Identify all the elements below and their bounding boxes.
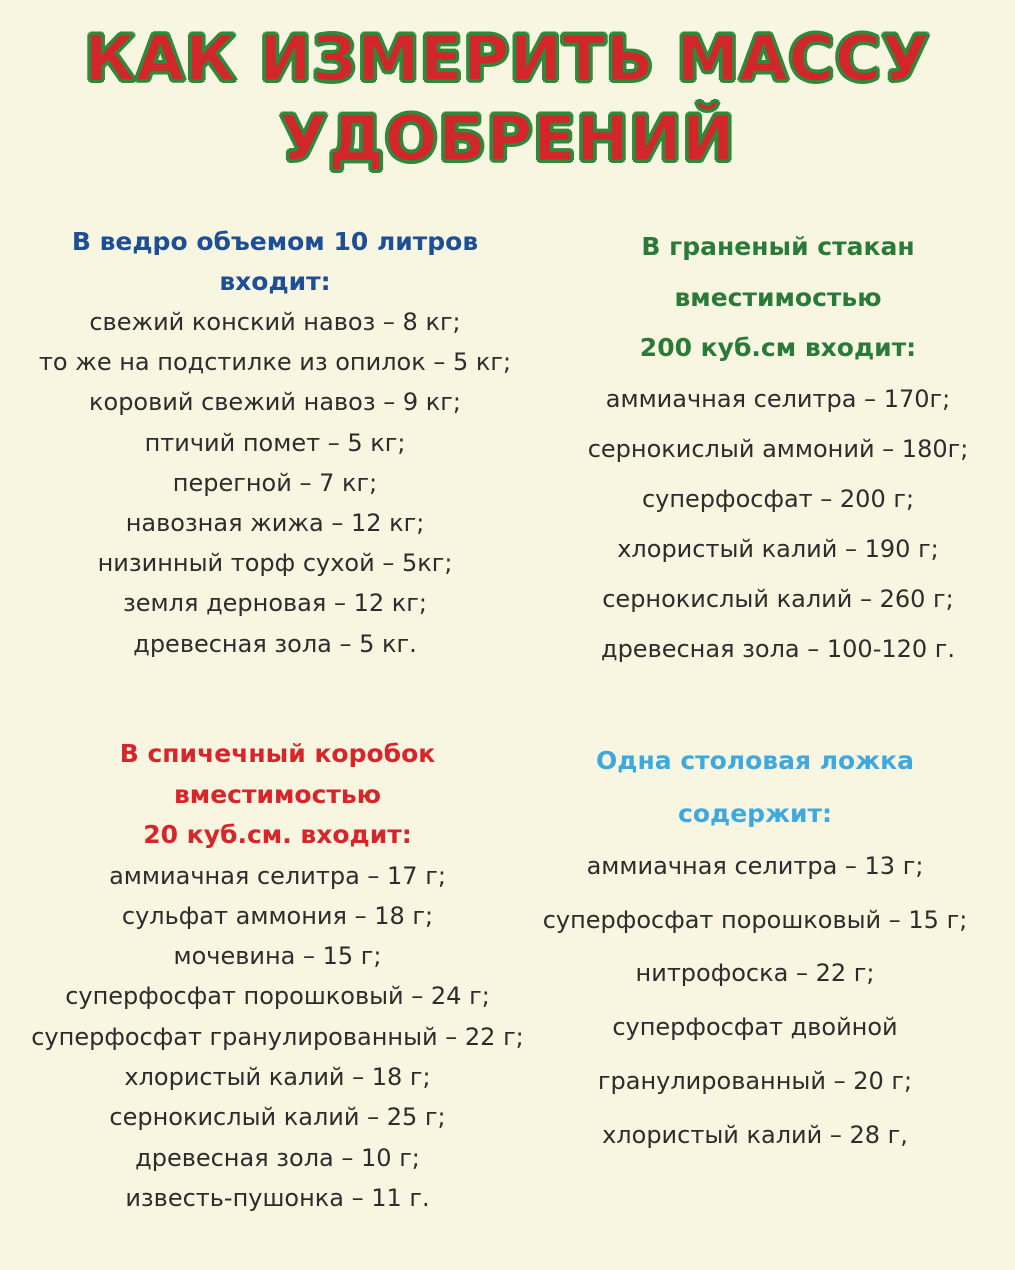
matchbox-header-line: вместимостью	[173, 779, 382, 809]
bucket-item: земля дерновая – 12 кг;	[123, 589, 427, 618]
spoon-section	[505, 734, 1005, 1162]
matchbox-item: суперфосфат порошковый – 24 г;	[65, 982, 490, 1011]
glass-item: хлористый калий – 190 г;	[617, 534, 939, 563]
spoon-item: нитрофоска – 22 г;	[635, 959, 875, 988]
glass-item: суперфосфат – 200 г;	[641, 484, 915, 513]
bucket-item: птичий помет – 5 кг;	[144, 428, 406, 457]
page-title-line-1: КАК ИЗМЕРИТЬ МАССУ	[84, 22, 931, 95]
page-title-line-2: УДОБРЕНИЙ	[279, 102, 736, 175]
bucket-header-line: входит:	[219, 267, 331, 296]
spoon-item: аммиачная селитра – 13 г;	[586, 852, 924, 880]
matchbox-item: сульфат аммония – 18 г;	[121, 901, 434, 930]
glass-item: аммиачная селитра – 170г;	[605, 384, 951, 413]
glass-header-line: В граненый стакан	[641, 232, 915, 261]
bucket-item: низинный торф сухой – 5кг;	[97, 549, 453, 578]
spoon-item: суперфосфат порошковый – 15 г;	[542, 905, 968, 934]
spoon-header-line: содержит:	[678, 799, 832, 828]
bucket-header-line: В ведро объемом 10 литров	[71, 227, 479, 256]
bucket-item: свежий конский навоз – 8 кг;	[89, 308, 461, 336]
matchbox-item: хлористый калий – 18 г;	[124, 1062, 431, 1091]
spoon-item: хлористый калий – 28 г,	[602, 1120, 908, 1149]
matchbox-item: древесная зола – 10 г;	[135, 1143, 420, 1172]
spoon-header-line: Одна столовая ложка	[596, 746, 914, 775]
bucket-item: то же на подстилке из опилок – 5 кг;	[38, 348, 512, 377]
spoon-item: гранулированный – 20 г;	[597, 1066, 913, 1095]
bucket-item: древесная зола – 5 кг.	[133, 629, 417, 658]
matchbox-item: известь-пушонка – 11 г.	[125, 1183, 430, 1212]
glass-section	[528, 222, 1015, 674]
matchbox-item: мочевина – 15 г;	[173, 942, 382, 971]
spoon-item: суперфосфат двойной	[612, 1013, 898, 1042]
matchbox-header-line: В спичечный коробок	[119, 739, 436, 768]
bucket-item: перегной – 7 кг;	[172, 468, 378, 497]
glass-item: сернокислый аммоний – 180г;	[587, 434, 969, 463]
matchbox-item: аммиачная селитра – 17 г;	[109, 861, 446, 890]
matchbox-item: суперфосфат гранулированный – 22 г;	[31, 1022, 524, 1051]
bucket-item: коровий свежий навоз – 9 кг;	[89, 388, 461, 417]
glass-item: сернокислый калий – 260 г;	[602, 584, 954, 613]
matchbox-section	[0, 734, 555, 1218]
matchbox-item: сернокислый калий – 25 г;	[109, 1103, 446, 1132]
bucket-section	[10, 222, 540, 664]
matchbox-header-line: 20 куб.см. входит:	[143, 820, 412, 849]
glass-header-line: 200 куб.см входит:	[639, 333, 917, 362]
glass-item: древесная зола – 100-120 г.	[600, 634, 956, 663]
glass-header-line: вместимостью	[674, 282, 882, 312]
bucket-item: навозная жижа – 12 кг;	[125, 509, 425, 538]
